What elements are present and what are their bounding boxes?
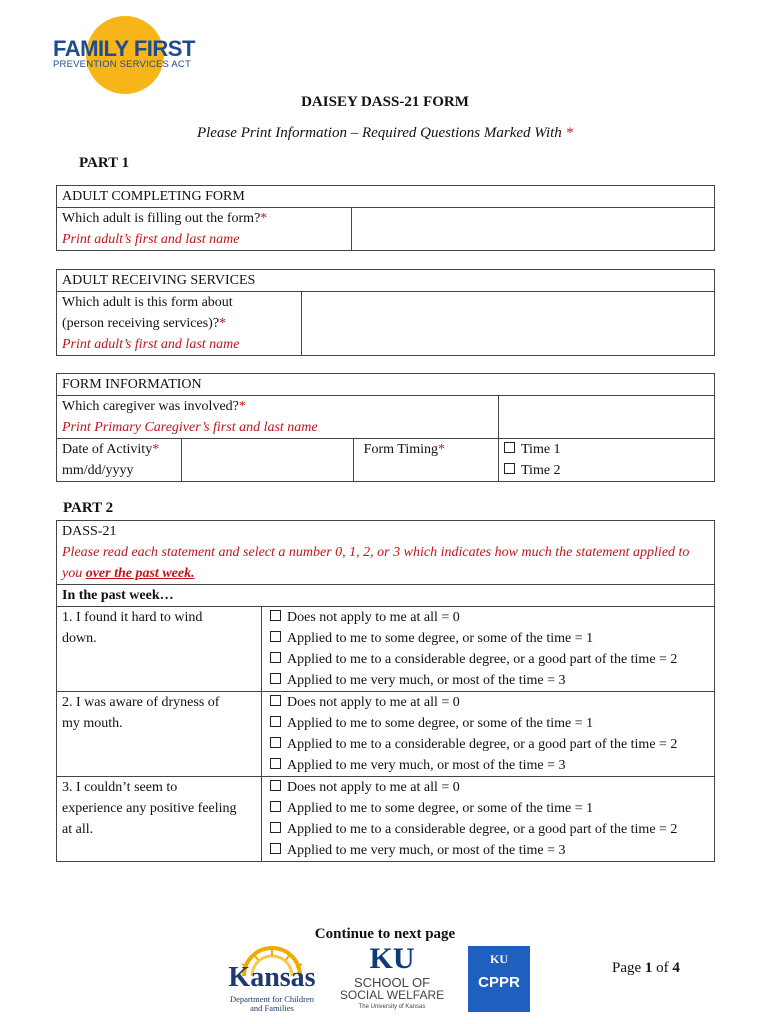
adult-completing-question: Which adult is filling out the form? xyxy=(62,211,261,226)
page-number xyxy=(612,960,680,977)
answer-option[interactable] xyxy=(270,607,709,628)
required-asterisk: * xyxy=(260,211,268,226)
caregiver-question-cell xyxy=(57,396,499,439)
adult-completing-name-field[interactable] xyxy=(352,208,715,251)
question-text-cell xyxy=(57,607,262,692)
kansas-wordmark: Kansas xyxy=(228,962,316,993)
kansas-sub1: Department for Children xyxy=(229,994,315,1004)
answer-option[interactable] xyxy=(270,777,709,798)
ssw-line2: SOCIAL WELFARE xyxy=(339,988,445,1002)
answer-option[interactable] xyxy=(270,628,709,649)
adult-completing-table xyxy=(56,185,715,251)
timing-option-label: Time 2 xyxy=(521,463,561,478)
answer-label: Applied to me very much, or most of the time = 3 xyxy=(287,843,566,858)
answer-label: Applied to me to a considerable degree, or a good part of the time = 2 xyxy=(287,737,678,752)
checkbox-icon[interactable] xyxy=(270,758,281,769)
checkbox-icon[interactable] xyxy=(270,843,281,854)
checkbox-icon[interactable] xyxy=(270,610,281,621)
adult-receiving-question-line1: Which adult is this form about xyxy=(62,295,233,310)
question-text-cell xyxy=(57,777,262,862)
checkbox-icon[interactable] xyxy=(270,695,281,706)
checkbox-icon[interactable] xyxy=(504,463,515,474)
answer-label: Does not apply to me at all = 0 xyxy=(287,610,460,625)
checkbox-icon[interactable] xyxy=(270,631,281,642)
question-line: 2. I was aware of dryness of xyxy=(62,695,220,710)
answer-option[interactable] xyxy=(270,840,709,861)
adult-receiving-question-cell xyxy=(57,292,302,356)
adult-receiving-table xyxy=(56,269,715,356)
subtitle-text: Please Print Information – Required Questions Marked With xyxy=(196,125,566,141)
caregiver-hint: Print Primary Caregiver’s first and last name xyxy=(62,420,318,435)
cppr-wordmark: CPPR xyxy=(478,974,520,991)
checkbox-icon[interactable] xyxy=(270,716,281,727)
dass21-header-cell xyxy=(57,521,715,585)
timing-option-2[interactable] xyxy=(504,460,709,481)
page-current: 1 xyxy=(644,960,653,976)
answer-label: Applied to me very much, or most of the time = 3 xyxy=(287,673,566,688)
answer-option[interactable] xyxy=(270,713,709,734)
form-information-table xyxy=(56,373,715,482)
date-label-cell xyxy=(57,439,182,482)
answer-option[interactable] xyxy=(270,734,709,755)
question-line: at all. xyxy=(62,822,94,837)
page-middle: of xyxy=(652,960,673,976)
answer-label: Applied to me to a considerable degree, or a good part of the time = 2 xyxy=(287,822,678,837)
dass21-header: DASS-21 xyxy=(62,524,117,539)
question-line: 3. I couldn’t seem to xyxy=(62,780,178,795)
form-title: DAISEY DASS-21 FORM xyxy=(301,94,469,110)
required-asterisk: * xyxy=(152,442,160,457)
ssw-line3: The University of Kansas xyxy=(358,1004,426,1010)
page-total: 4 xyxy=(672,960,680,976)
cppr-ku: KU xyxy=(490,952,508,966)
form-subtitle xyxy=(0,125,770,142)
ssw-line1: SCHOOL OF xyxy=(353,975,431,990)
timing-label-cell xyxy=(354,439,499,482)
caregiver-question: Which caregiver was involved? xyxy=(62,399,239,414)
ku-wordmark: KU xyxy=(369,942,415,975)
adult-receiving-header: ADULT RECEIVING SERVICES xyxy=(57,270,715,292)
answer-option[interactable] xyxy=(270,670,709,691)
checkbox-icon[interactable] xyxy=(270,801,281,812)
question-line: my mouth. xyxy=(62,716,123,731)
question-row xyxy=(57,607,715,692)
date-field[interactable] xyxy=(182,439,354,482)
question-row xyxy=(57,692,715,777)
adult-completing-header: ADULT COMPLETING FORM xyxy=(57,186,715,208)
checkbox-icon[interactable] xyxy=(270,737,281,748)
checkbox-icon[interactable] xyxy=(270,780,281,791)
adult-receiving-question-line2: (person receiving services)? xyxy=(62,316,220,331)
answer-label: Applied to me to some degree, or some of the time = 1 xyxy=(287,801,594,816)
answer-options-cell xyxy=(262,777,715,862)
adult-receiving-name-field[interactable] xyxy=(302,292,715,356)
dass21-table xyxy=(56,520,715,862)
required-asterisk: * xyxy=(219,316,227,331)
answer-options-cell xyxy=(262,692,715,777)
answer-label: Applied to me to a considerable degree, or a good part of the time = 2 xyxy=(287,652,678,667)
question-row xyxy=(57,777,715,862)
part1-label: PART 1 xyxy=(79,155,130,171)
dass21-instruction xyxy=(62,542,702,584)
checkbox-icon[interactable] xyxy=(270,673,281,684)
required-asterisk: * xyxy=(565,125,574,141)
answer-option[interactable] xyxy=(270,798,709,819)
kansas-sub2: and Families xyxy=(250,1003,294,1013)
dass21-lead: In the past week… xyxy=(57,585,715,607)
question-line: experience any positive feeling xyxy=(62,801,237,816)
question-text-cell xyxy=(57,692,262,777)
date-format: mm/dd/yyyy xyxy=(62,463,134,478)
answer-label: Does not apply to me at all = 0 xyxy=(287,695,460,710)
timing-option-label: Time 1 xyxy=(521,442,561,457)
question-line: 1. I found it hard to wind xyxy=(62,610,203,625)
checkbox-icon[interactable] xyxy=(504,442,515,453)
question-line: down. xyxy=(62,631,97,646)
instruction-text: Please read each statement and select a number 0, 1, 2, or 3 which indicates how much the statement applied to you xyxy=(62,545,690,581)
required-asterisk: * xyxy=(438,442,445,457)
answer-label: Applied to me very much, or most of the time = 3 xyxy=(287,758,566,773)
adult-receiving-hint: Print adult’s first and last name xyxy=(62,337,240,352)
date-label: Date of Activity xyxy=(62,442,153,457)
kansas-dcf-logo xyxy=(224,946,320,1012)
answer-option[interactable] xyxy=(270,649,709,670)
page-prefix: Page xyxy=(612,960,645,976)
ku-social-welfare-logo xyxy=(336,944,448,1014)
required-asterisk: * xyxy=(238,399,246,414)
part2-label: PART 2 xyxy=(63,500,114,516)
adult-completing-question-cell xyxy=(57,208,352,251)
answer-option[interactable] xyxy=(270,755,709,776)
cppr-logo xyxy=(468,946,530,1012)
instruction-emphasis: over the past week. xyxy=(85,566,195,581)
logo-title: FAMILY FIRST xyxy=(53,36,195,61)
answer-options-cell xyxy=(262,607,715,692)
form-information-header: FORM INFORMATION xyxy=(57,374,715,396)
answer-option[interactable] xyxy=(270,819,709,840)
timing-option-1[interactable] xyxy=(504,439,709,460)
answer-label: Applied to me to some degree, or some of the time = 1 xyxy=(287,631,594,646)
checkbox-icon[interactable] xyxy=(270,822,281,833)
caregiver-name-field[interactable] xyxy=(499,396,715,439)
timing-options-cell xyxy=(499,439,715,482)
adult-completing-hint: Print adult’s first and last name xyxy=(62,232,240,247)
logo-subtitle: PREVENTION SERVICES ACT xyxy=(53,59,191,70)
checkbox-icon[interactable] xyxy=(270,652,281,663)
answer-label: Applied to me to some degree, or some of the time = 1 xyxy=(287,716,594,731)
timing-label: Form Timing xyxy=(363,442,438,457)
answer-label: Does not apply to me at all = 0 xyxy=(287,780,460,795)
answer-option[interactable] xyxy=(270,692,709,713)
continue-text: Continue to next page xyxy=(314,926,456,942)
